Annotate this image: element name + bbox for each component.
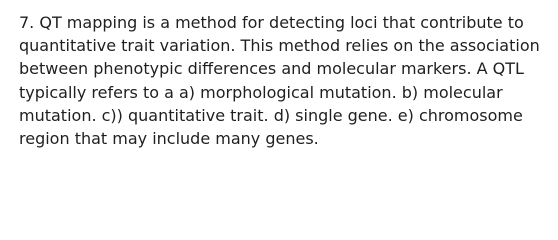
question-line-6: region that may include many genes.: [19, 129, 319, 149]
question-line-3: between phenotypic differences and molecular markers. A QTL: [19, 59, 524, 79]
question-text: [19, 11, 554, 150]
question-line-1: 7. QT mapping is a method for detecting loci that contribute to: [19, 13, 524, 32]
question-line-5: mutation. c)) quantitative trait. d) single gene. e) chromosome: [19, 105, 523, 125]
question-line-2: quantitative trait variation. This method relies on the association: [19, 36, 540, 56]
question-line-4: typically refers to a a) morphological mutation. b) molecular: [19, 82, 503, 102]
